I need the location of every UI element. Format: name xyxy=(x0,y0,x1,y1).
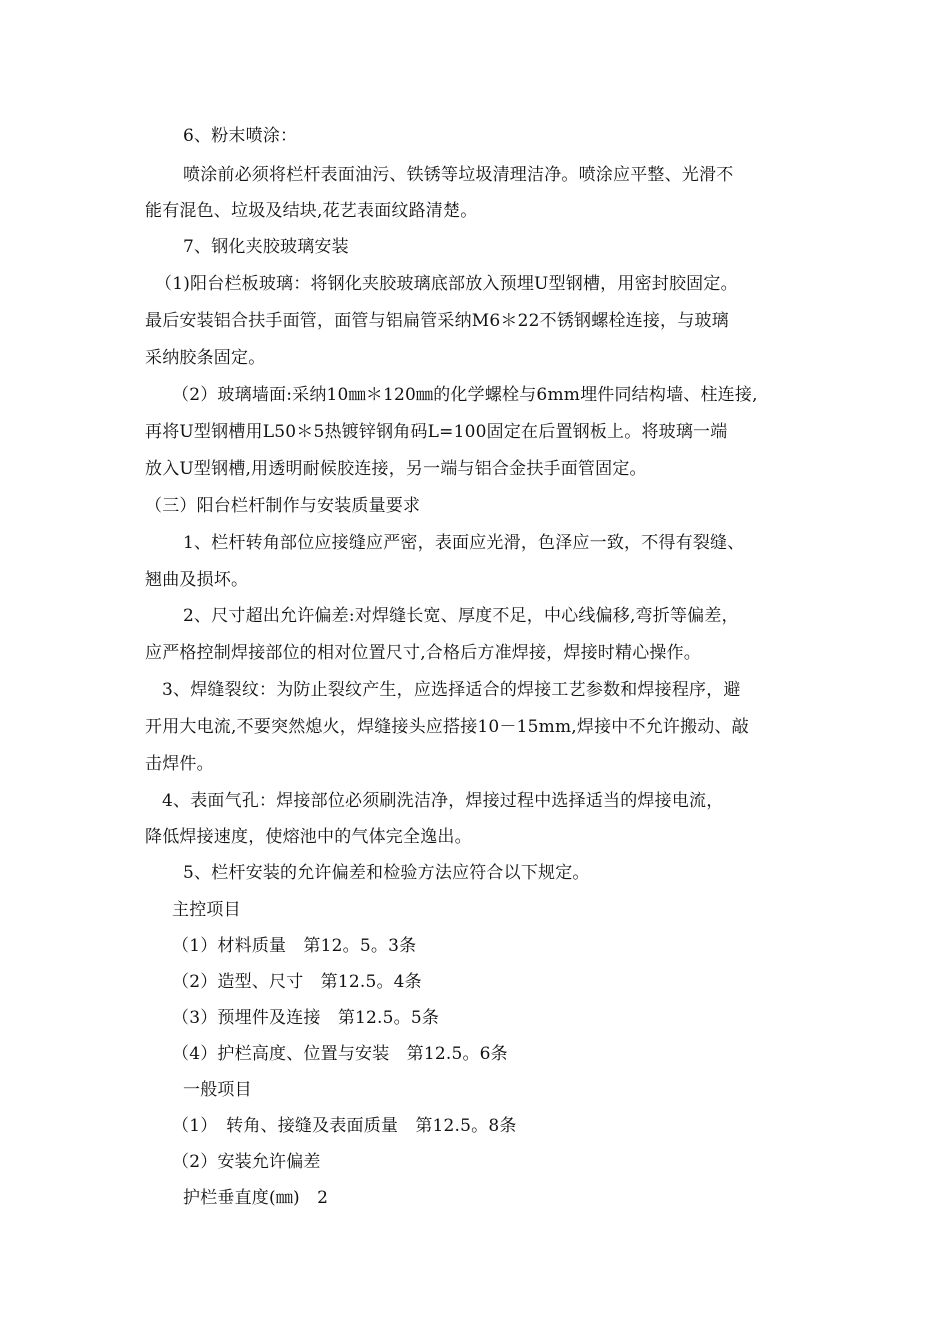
text-line: 一般项目 xyxy=(183,1080,252,1100)
text-line: 护栏垂直度(㎜) 2 xyxy=(183,1188,329,1208)
text-line: 翘曲及损坏。 xyxy=(145,570,249,590)
text-line: 喷涂前必须将栏杆表面油污、铁锈等垃圾清理洁净。喷涂应平整、光滑不 xyxy=(183,165,734,185)
text-line: 3、焊缝裂纹：为防止裂纹产生，应选择适合的焊接工艺参数和焊接程序，避 xyxy=(162,680,741,700)
text-line: 应严格控制焊接部位的相对位置尺寸,合格后方准焊接，焊接时精心操作。 xyxy=(145,643,702,663)
text-line: 最后安装铝合扶手面管，面管与铝扁管采纳M6＊22不锈钢螺栓连接，与玻璃 xyxy=(145,311,729,331)
text-line: 采纳胶条固定。 xyxy=(145,348,266,368)
text-line: （1） 转角、接缝及表面质量 第12.5。8条 xyxy=(172,1116,517,1136)
text-line: 降低焊接速度，使熔池中的气体完全逸出。 xyxy=(145,827,472,847)
text-line: 再将U型钢槽用L50＊5热镀锌钢角码L=100固定在后置钢板上。将玻璃一端 xyxy=(145,422,728,442)
text-line: 能有混色、垃圾及结块,花艺表面纹路清楚。 xyxy=(145,201,478,221)
text-line: （3）预埋件及连接 第12.5。5条 xyxy=(172,1008,440,1028)
text-line: 4、表面气孔：焊接部位必须刷洗洁净，焊接过程中选择适当的焊接电流， xyxy=(162,791,724,811)
text-line: 放入U型钢槽,用透明耐候胶连接，另一端与铝合金扶手面管固定。 xyxy=(145,459,647,479)
text-line: 主控项目 xyxy=(172,900,241,920)
text-line: 6、粉末喷涂： xyxy=(183,126,298,146)
text-line: 7、钢化夹胶玻璃安装 xyxy=(183,237,349,257)
text-line: 开用大电流,不要突然熄火，焊缝接头应搭接10－15mm,焊接中不允许搬动、敲 xyxy=(145,717,749,737)
text-line: （三）阳台栏杆制作与安装质量要求 xyxy=(145,496,421,516)
text-line: 1、栏杆转角部位应接缝应严密，表面应光滑，色泽应一致，不得有裂缝、 xyxy=(183,533,745,553)
text-line: 2、尺寸超出允许偏差:对焊缝长宽、厚度不足，中心线偏移,弯折等偏差， xyxy=(183,606,739,626)
text-line: （1）材料质量 第12。5。3条 xyxy=(172,936,417,956)
text-line: （2）安装允许偏差 xyxy=(172,1152,321,1172)
text-line: 5、栏杆安装的允许偏差和检验方法应符合以下规定。 xyxy=(183,863,590,883)
text-line: （4）护栏高度、位置与安装 第12.5。6条 xyxy=(172,1044,508,1064)
text-line: 击焊件。 xyxy=(145,754,214,774)
text-line: （2）玻璃墙面:采纳10㎜＊120㎜的化学螺栓与6mm埋件同结构墙、柱连接, xyxy=(172,385,758,405)
text-line: （2）造型、尺寸 第12.5。4条 xyxy=(172,972,422,992)
text-line: （1)阳台栏板玻璃：将钢化夹胶玻璃底部放入预埋U型钢槽，用密封胶固定。 xyxy=(155,274,738,294)
